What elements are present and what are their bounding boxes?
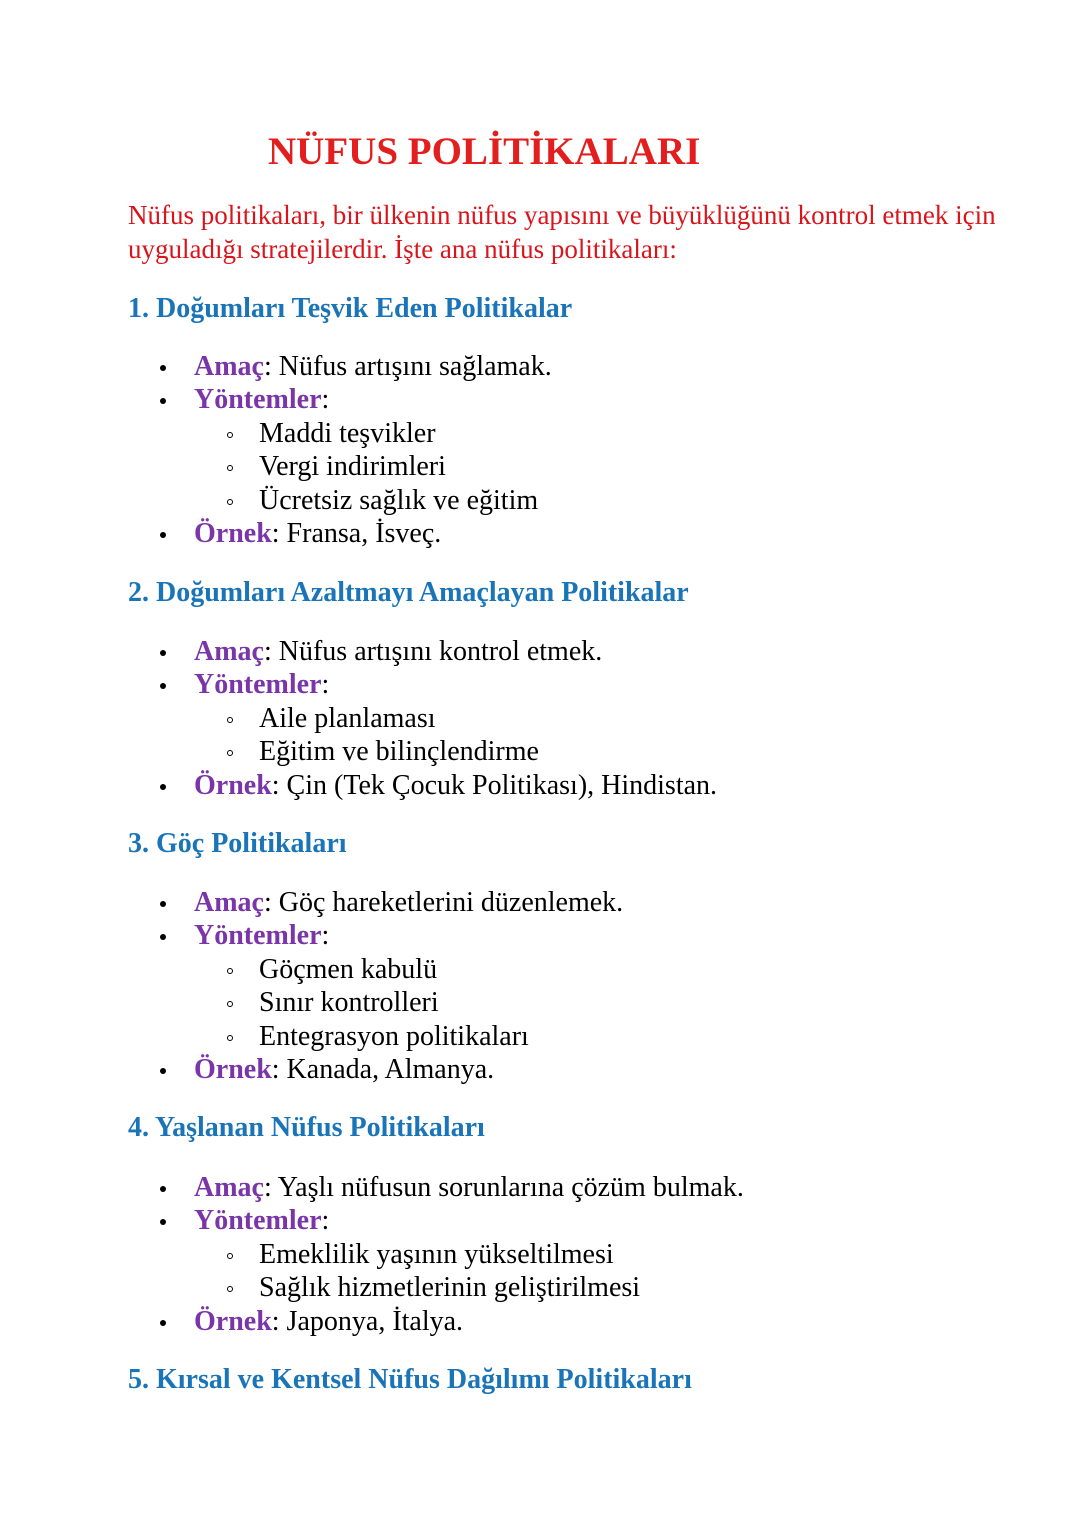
circle-bullet-icon bbox=[227, 432, 233, 438]
aim-item bbox=[0, 886, 1000, 919]
method-text: Maddi teşvikler bbox=[259, 417, 436, 449]
methods-suffix: : bbox=[321, 669, 330, 701]
method-text: Göçmen kabulü bbox=[259, 953, 438, 985]
section-heading-2: 2. Doğumları Azaltmayı Amaçlayan Politikalar bbox=[128, 577, 689, 608]
bullet-icon bbox=[160, 1186, 166, 1192]
bullet-icon bbox=[160, 1320, 166, 1326]
circle-bullet-icon bbox=[227, 968, 233, 974]
bullet-icon bbox=[160, 398, 166, 404]
circle-bullet-icon bbox=[227, 465, 233, 471]
circle-bullet-icon bbox=[227, 1035, 233, 1041]
section-1-list bbox=[0, 350, 1000, 550]
method-item bbox=[0, 953, 1000, 986]
bullet-icon bbox=[160, 901, 166, 907]
method-item bbox=[0, 417, 1000, 450]
example-label: Örnek bbox=[194, 769, 272, 801]
method-item bbox=[0, 986, 1000, 1019]
methods-suffix: : bbox=[321, 384, 330, 416]
methods-suffix: : bbox=[321, 1205, 330, 1237]
section-heading-4: 4. Yaşlanan Nüfus Politikaları bbox=[128, 1112, 485, 1143]
circle-bullet-icon bbox=[227, 1001, 233, 1007]
bullet-icon bbox=[160, 650, 166, 656]
example-text: : Fransa, İsveç. bbox=[271, 518, 442, 550]
aim-item bbox=[0, 350, 1000, 383]
method-text: Sınır kontrolleri bbox=[259, 987, 439, 1019]
methods-item bbox=[0, 668, 1000, 701]
aim-label: Amaç bbox=[194, 1172, 264, 1203]
method-text: Aile planlaması bbox=[259, 702, 436, 734]
aim-text: : Nüfus artışını sağlamak. bbox=[263, 351, 552, 382]
circle-bullet-icon bbox=[227, 717, 233, 723]
methods-label: Yöntemler bbox=[194, 384, 322, 416]
methods-label: Yöntemler bbox=[194, 920, 322, 952]
method-text: Entegrasyon politikaları bbox=[259, 1020, 529, 1052]
method-text: Emeklilik yaşının yükseltilmesi bbox=[259, 1238, 614, 1270]
method-item bbox=[0, 1238, 1000, 1271]
methods-item bbox=[0, 919, 1000, 952]
example-item bbox=[0, 769, 1000, 802]
circle-bullet-icon bbox=[227, 499, 233, 505]
example-label: Örnek bbox=[194, 1305, 272, 1337]
example-text: : Kanada, Almanya. bbox=[271, 1054, 495, 1086]
bullet-icon bbox=[160, 934, 166, 940]
method-item bbox=[0, 735, 1000, 768]
section-heading-3: 3. Göç Politikaları bbox=[128, 828, 347, 859]
circle-bullet-icon bbox=[227, 1286, 233, 1292]
methods-suffix: : bbox=[321, 920, 330, 952]
aim-text: : Yaşlı nüfusun sorunlarına çözüm bulmak. bbox=[263, 1172, 744, 1203]
methods-item bbox=[0, 383, 1000, 416]
methods-label: Yöntemler bbox=[194, 669, 322, 701]
circle-bullet-icon bbox=[227, 1253, 233, 1259]
bullet-icon bbox=[160, 683, 166, 689]
section-heading-1: 1. Doğumları Teşvik Eden Politikalar bbox=[128, 293, 573, 324]
method-text: Sağlık hizmetlerinin geliştirilmesi bbox=[259, 1272, 641, 1304]
method-item bbox=[0, 484, 1000, 517]
example-label: Örnek bbox=[194, 518, 272, 550]
method-text: Eğitim ve bilinçlendirme bbox=[259, 736, 539, 768]
circle-bullet-icon bbox=[227, 750, 233, 756]
example-item bbox=[0, 517, 1000, 550]
page-title: NÜFUS POLİTİKALARI bbox=[268, 130, 701, 173]
section-2-list bbox=[0, 635, 1000, 802]
bullet-icon bbox=[160, 532, 166, 538]
method-item bbox=[0, 450, 1000, 483]
aim-text: : Göç hareketlerini düzenlemek. bbox=[263, 887, 624, 918]
section-3-list bbox=[0, 886, 1000, 1086]
section-heading-5: 5. Kırsal ve Kentsel Nüfus Dağılımı Politikaları bbox=[128, 1364, 692, 1395]
example-item bbox=[0, 1053, 1000, 1086]
example-text: : Çin (Tek Çocuk Politikası), Hindistan. bbox=[271, 769, 718, 801]
method-item bbox=[0, 1020, 1000, 1053]
aim-label: Amaç bbox=[194, 351, 264, 382]
example-item bbox=[0, 1305, 1000, 1338]
aim-item bbox=[0, 635, 1000, 668]
example-text: : Japonya, İtalya. bbox=[271, 1305, 464, 1337]
bullet-icon bbox=[160, 365, 166, 371]
aim-text: : Nüfus artışını kontrol etmek. bbox=[263, 636, 603, 667]
bullet-icon bbox=[160, 1219, 166, 1225]
aim-label: Amaç bbox=[194, 636, 264, 667]
aim-item bbox=[0, 1171, 1000, 1204]
method-item bbox=[0, 1271, 1000, 1304]
bullet-icon bbox=[160, 784, 166, 790]
methods-label: Yöntemler bbox=[194, 1205, 322, 1237]
section-4-list bbox=[0, 1171, 1000, 1338]
example-label: Örnek bbox=[194, 1054, 272, 1086]
method-text: Vergi indirimleri bbox=[259, 451, 446, 483]
aim-label: Amaç bbox=[194, 887, 264, 918]
intro-paragraph: Nüfus politikaları, bir ülkenin nüfus yapısını ve büyüklüğünü kontrol etmek için uyguladığı stratejilerdir. İşte ana nüfus politikaları: bbox=[128, 200, 996, 264]
methods-item bbox=[0, 1204, 1000, 1237]
method-text: Ücretsiz sağlık ve eğitim bbox=[259, 484, 539, 516]
bullet-icon bbox=[160, 1068, 166, 1074]
method-item bbox=[0, 702, 1000, 735]
